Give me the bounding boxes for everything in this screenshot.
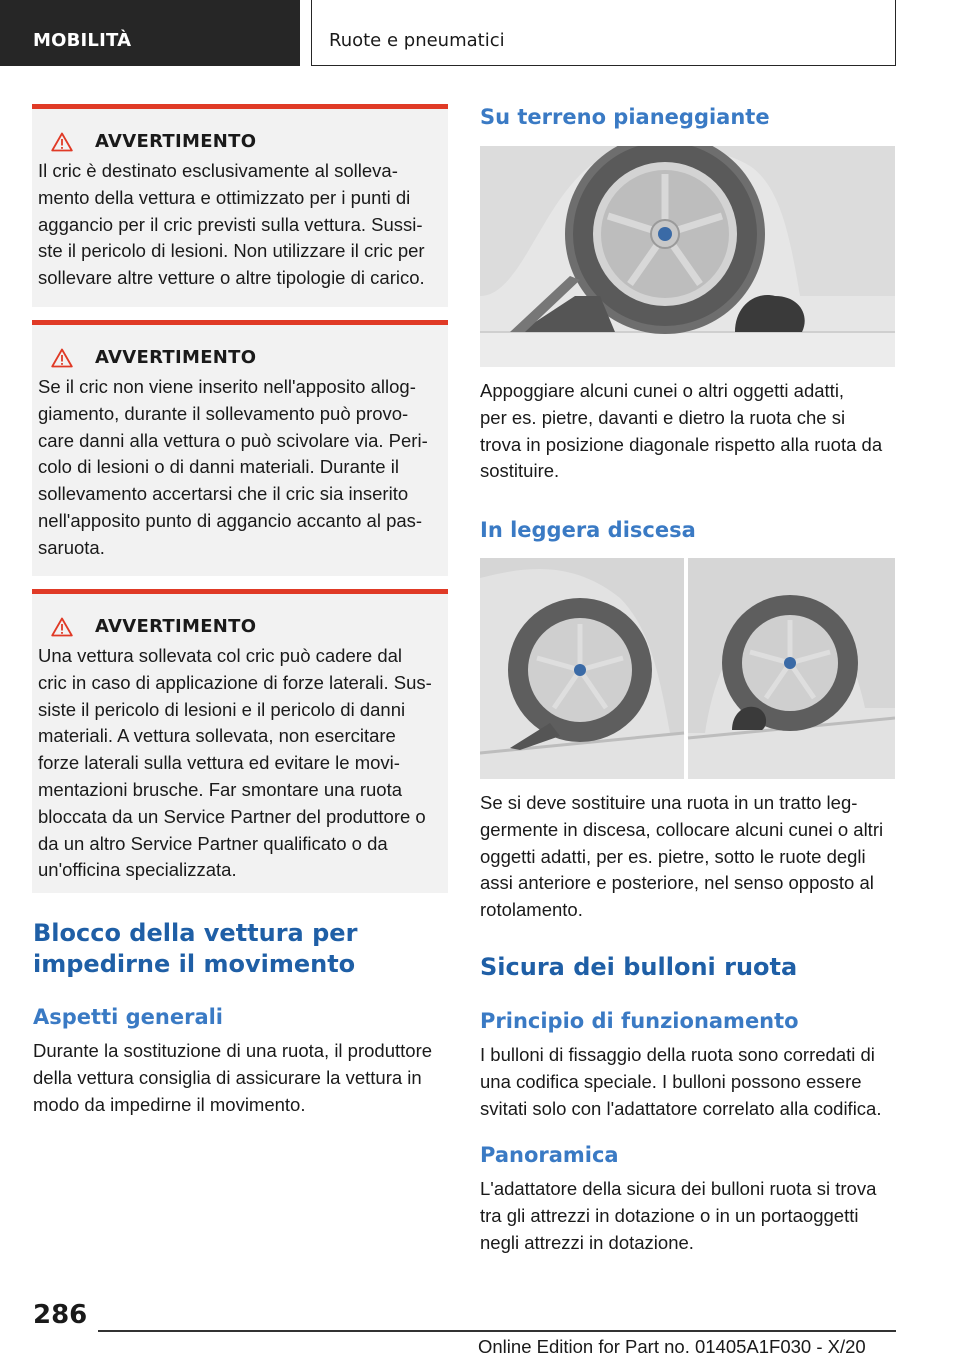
warning-box-3 — [32, 589, 448, 893]
subheading-general: Aspetti generali — [33, 1005, 224, 1029]
warning-title: AVVERTIMENTO — [95, 131, 257, 152]
page-number: 286 — [33, 1300, 88, 1330]
header-chapter-tab — [311, 0, 896, 66]
header-chapter-label: Ruote e pneumatici — [329, 30, 505, 51]
warning-triangle-icon — [51, 132, 73, 152]
paragraph-general: Durante la sostituzione di una ruota, il produttore della vettura consiglia di assicurare la vettura in modo da impedirne il movimento. — [33, 1040, 433, 1115]
footer-rule — [98, 1330, 896, 1332]
subheading-flat-ground: Su terreno pianeggiante — [480, 105, 770, 129]
header-section-tab — [0, 0, 300, 66]
figure-flat-ground — [480, 146, 895, 367]
warning-box-1 — [32, 104, 448, 307]
warning-title: AVVERTIMENTO — [95, 347, 257, 368]
warning-title: AVVERTIMENTO — [95, 616, 257, 637]
warning-text: Il cric è destinato esclusivamente al solleva- mento della vettura e ottimizzato per i punti di aggancio per il cric previsti sulla vettura. Sussi- ste il pericolo di lesioni. Non utilizzare il cric per sollevare altre vetture o altre tipologie di carico. — [38, 160, 425, 289]
subheading-overview: Panoramica — [480, 1143, 619, 1167]
warning-box-2 — [32, 320, 448, 576]
header-section-label: MOBILITÀ — [33, 30, 132, 51]
figure-slight-slope — [480, 558, 895, 779]
paragraph-flat-ground: Appoggiare alcuni cunei o altri oggetti adatti, per es. pietre, davanti e dietro la ruota che si trova in posizione diagonale rispetto alla ruota da sostituire. — [480, 380, 883, 482]
warning-triangle-icon — [51, 348, 73, 368]
paragraph-principle: I bulloni di fissaggio della ruota sono corredati di una codifica speciale. I bulloni possono essere svitati solo con l'adattatore correlato alla codifica. — [480, 1044, 882, 1119]
warning-text: Una vettura sollevata col cric può cadere dal cric in caso di applicazione di forze laterali. Sus- siste il pericolo di lesioni e il pericolo di danni materiali. A vettura sollevata, non esercitare forze laterali sulla vettura ed evitare le movi- mentazioni brusche. Far smontare una ruota bloccata da un Service Partner del produttore o da un altro Service Partner qualificato o da un'officina specializzata. — [38, 645, 432, 881]
slight-slope-illustration — [480, 558, 895, 779]
paragraph-overview: L'adattatore della sicura dei bulloni ruota si trova tra gli attrezzi in dotazione o in un portaoggetti negli attrezzi in dotazione. — [480, 1178, 877, 1253]
section-heading-wheel-chock: Blocco della vettura per impedirne il movimento — [33, 919, 358, 978]
footer-edition: Online Edition for Part no. 01405A1F030 - X/20 — [478, 1336, 866, 1357]
paragraph-slight-slope: Se si deve sostituire una ruota in un tratto leg- germente in discesa, collocare alcuni cunei o altri oggetti adatti, per es. pietre, sotto le ruote degli assi anteriore e posteriore, nel senso opposto al rotolamento. — [480, 792, 884, 921]
subheading-slight-slope: In leggera discesa — [480, 518, 696, 542]
subheading-principle: Principio di funzionamento — [480, 1009, 799, 1033]
flat-ground-illustration — [480, 146, 895, 367]
warning-text: Se il cric non viene inserito nell'apposito allog- giamento, durante il sollevamento può provo- care danni alla vettura o può scivolare via. Peri- colo di lesioni o di danni materiali. Durante il sollevamento accertarsi che il cric sia inserito nell'apposito punto di aggancio accanto al pas- saruota. — [38, 376, 428, 558]
section-heading-wheel-bolt-lock: Sicura dei bulloni ruota — [480, 953, 798, 981]
warning-triangle-icon — [51, 617, 73, 637]
